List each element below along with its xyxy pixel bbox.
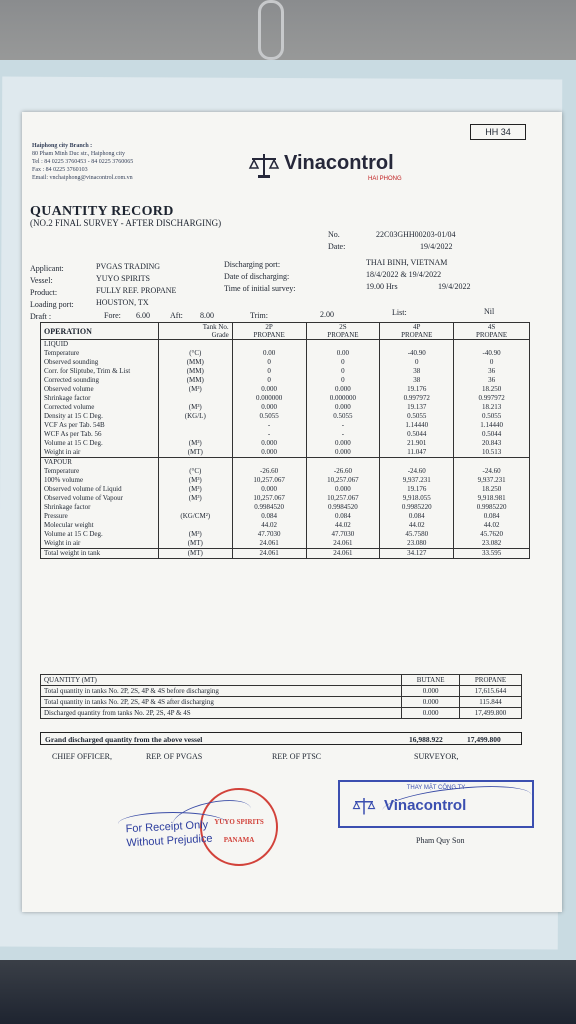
row-label: Corrected sounding — [41, 376, 159, 385]
logo-name: Vinacontrol — [284, 152, 394, 174]
tank-grade-header — [158, 323, 232, 340]
scales-icon — [248, 152, 280, 180]
row-value: 0.000 — [306, 403, 380, 412]
row-value: 0.000 — [306, 485, 380, 494]
table-row — [41, 512, 530, 521]
row-label: Pressure — [41, 512, 159, 521]
quantity-row-after — [41, 697, 522, 708]
row-value: 0.084 — [454, 512, 530, 521]
table-row — [41, 394, 530, 403]
row-value: -40.90 — [454, 349, 530, 358]
quantity-title: QUANTITY (MT) — [41, 675, 402, 686]
row-value: 0.000 — [232, 448, 306, 458]
row-value: 0.000 — [306, 439, 380, 448]
row-label: Total weight in tank — [41, 549, 159, 559]
loading-value: HOUSTON, TX — [96, 298, 149, 307]
row-value: 38 — [380, 376, 454, 385]
fore-label: Fore: — [104, 311, 121, 320]
desk-surface — [0, 960, 576, 1024]
receipt-text: For Receipt Only — [125, 818, 209, 836]
branch-name: Haiphong city Branch : — [32, 143, 93, 149]
row-value: 0.00 — [306, 349, 380, 358]
row-value: 0 — [232, 367, 306, 376]
propane-header: PROPANE — [460, 675, 522, 686]
row-value: 19.176 — [380, 385, 454, 394]
row-label: Observed volume of Vapour — [41, 494, 159, 503]
row-value: 21.901 — [380, 439, 454, 448]
quantity-label: Total quantity in tanks No. 2P, 2S, 4P & 4S before discharging — [41, 686, 402, 697]
table-row — [41, 376, 530, 385]
row-label: Temperature — [41, 349, 159, 358]
table-row — [41, 503, 530, 512]
row-unit: (M³) — [158, 485, 232, 494]
row-unit — [158, 430, 232, 439]
table-row — [41, 439, 530, 448]
row-value: 0 — [306, 376, 380, 385]
stamp-ship-name: YUYO SPIRITS — [214, 818, 264, 826]
row-value: 0.5044 — [454, 430, 530, 439]
draft-label: Draft : — [30, 312, 52, 321]
product-value: FULLY REF. PROPANE — [96, 286, 177, 295]
row-label: Corr. for Sliptube, Trim & List — [41, 367, 159, 376]
row-value: 20.843 — [454, 439, 530, 448]
table-row — [41, 412, 530, 421]
row-value: 0 — [454, 358, 530, 367]
table-row — [41, 403, 530, 412]
row-value: 0.000 — [306, 448, 380, 458]
row-value: -24.60 — [454, 467, 530, 476]
row-value: 45.7580 — [380, 530, 454, 539]
grand-total-butane: 16,988.922 — [409, 735, 443, 744]
stamp-company-title: THAY MẶT CÔNG TY — [406, 785, 466, 791]
page-subtitle: (NO.2 FINAL SURVEY - AFTER DISCHARGING) — [30, 218, 222, 228]
row-label: VCF As per Tab. 54B — [41, 421, 159, 430]
table-row — [41, 530, 530, 539]
trim-label: Trim: — [250, 311, 268, 320]
row-unit: (M³) — [158, 403, 232, 412]
row-unit: (MT) — [158, 539, 232, 549]
row-label: Observed volume — [41, 385, 159, 394]
row-unit: (KG/CM²) — [158, 512, 232, 521]
quantity-butane: 0.000 — [402, 686, 460, 697]
tank-header-2p: 2P PROPANE — [232, 323, 306, 340]
row-value: 0.000 — [232, 439, 306, 448]
row-label: Weight in air — [41, 448, 159, 458]
no-label: No. — [328, 230, 340, 239]
liquid-title-row — [41, 340, 530, 350]
table-header — [41, 323, 530, 340]
grade-label: Grade — [211, 331, 229, 339]
list-label: List: — [392, 308, 407, 317]
row-value: 9,918.981 — [454, 494, 530, 503]
row-value: 44.02 — [232, 521, 306, 530]
row-label: Shrinkage factor — [41, 394, 159, 403]
row-value: 47.7030 — [306, 530, 380, 539]
table-row — [41, 476, 530, 485]
date-value: 19/4/2022 — [420, 242, 453, 251]
trim-value: 2.00 — [320, 310, 334, 319]
row-label: Shrinkage factor — [41, 503, 159, 512]
branch-fax: Fax : 84 0225 3760103 — [32, 167, 88, 173]
table-row — [41, 349, 530, 358]
table-row — [41, 494, 530, 503]
time-survey-label: Time of initial survey: — [224, 284, 296, 293]
row-label: Observed volume of Liquid — [41, 485, 159, 494]
row-value: - — [306, 421, 380, 430]
row-value: 0.000 — [232, 403, 306, 412]
row-value: - — [306, 430, 380, 439]
row-value: 0 — [232, 376, 306, 385]
branch-tel: Tel : 84 0225 3760453 - 84 0225 3760065 — [32, 159, 134, 165]
table-row — [41, 358, 530, 367]
row-value: 19.137 — [380, 403, 454, 412]
surveyor-label: SURVEYOR, — [414, 752, 459, 761]
form-number: HH 34 — [470, 124, 526, 140]
row-value: 0.000000 — [306, 394, 380, 403]
date-label: Date: — [328, 242, 346, 251]
paper-clip — [258, 0, 284, 60]
row-value: 0 — [380, 358, 454, 367]
row-unit: (MT) — [158, 549, 232, 559]
table-row — [41, 385, 530, 394]
table-row — [41, 430, 530, 439]
liquid-title: LIQUID — [41, 340, 159, 350]
row-value: -40.90 — [380, 349, 454, 358]
receipt-note — [125, 818, 213, 850]
row-value: 10,257.067 — [232, 494, 306, 503]
row-value: 0.997972 — [380, 394, 454, 403]
row-value: 0.5055 — [306, 412, 380, 421]
row-unit: (M³) — [158, 476, 232, 485]
no-value: 22C03GHH00203-01/04 — [376, 230, 456, 239]
row-label: Molecular weight — [41, 521, 159, 530]
row-unit: (M³) — [158, 494, 232, 503]
row-value: 23.082 — [454, 539, 530, 549]
row-unit: (KG/L) — [158, 412, 232, 421]
row-value: 0.9984520 — [232, 503, 306, 512]
aft-value: 8.00 — [200, 311, 214, 320]
vessel-label: Vessel: — [30, 276, 53, 285]
row-value: 34.127 — [380, 549, 454, 559]
row-unit — [158, 421, 232, 430]
row-value: 44.02 — [306, 521, 380, 530]
operation-header: OPERATION — [41, 323, 159, 340]
product-label: Product: — [30, 288, 58, 297]
branch-email: Email: vnchaiphong@vinacontrol.com.vn — [32, 175, 133, 181]
row-label: Volume at 15 C Deg. — [41, 530, 159, 539]
row-value: 44.02 — [380, 521, 454, 530]
vapour-section — [41, 458, 530, 559]
row-value: 33.595 — [454, 549, 530, 559]
row-value: 0 — [232, 358, 306, 367]
row-value: 11.047 — [380, 448, 454, 458]
row-value: 10.513 — [454, 448, 530, 458]
grand-total-row — [40, 732, 522, 745]
discharging-port-value: THAI BINH, VIETNAM — [366, 258, 448, 267]
row-value: 0.5044 — [380, 430, 454, 439]
row-unit: (MM) — [158, 367, 232, 376]
quantity-label: Discharged quantity from tanks No. 2P, 2S, 4P & 4S — [41, 708, 402, 719]
row-value: - — [232, 430, 306, 439]
row-value: 9,937.231 — [380, 476, 454, 485]
row-unit — [158, 503, 232, 512]
butane-header: BUTANE — [402, 675, 460, 686]
vinacontrol-logo — [248, 152, 402, 185]
list-value: Nil — [484, 307, 495, 316]
tank-header-2s: 2S PROPANE — [306, 323, 380, 340]
page-title: QUANTITY RECORD — [30, 204, 174, 219]
table-row — [41, 448, 530, 458]
tank-header-4s: 4S PROPANE — [454, 323, 530, 340]
vapour-title: VAPOUR — [41, 458, 159, 468]
fore-value: 6.00 — [136, 311, 150, 320]
quantity-row-discharged — [41, 708, 522, 719]
row-value: 1.14440 — [454, 421, 530, 430]
table-row — [41, 467, 530, 476]
row-value: 0.5055 — [232, 412, 306, 421]
row-value: 24.061 — [306, 539, 380, 549]
loading-label: Loading port: — [30, 300, 74, 309]
row-value: 0.000 — [232, 385, 306, 394]
table-row — [41, 521, 530, 530]
row-value: 1.14440 — [380, 421, 454, 430]
row-value: 0.9985220 — [454, 503, 530, 512]
tank-table — [40, 322, 530, 559]
row-value: 10,257.067 — [306, 476, 380, 485]
applicant-label: Applicant: — [30, 264, 64, 273]
row-unit: (MT) — [158, 448, 232, 458]
row-value: 47.7030 — [232, 530, 306, 539]
grand-total-propane: 17,499.800 — [467, 735, 501, 744]
vapour-title-row — [41, 458, 530, 468]
row-value: - — [232, 421, 306, 430]
row-value: 24.061 — [306, 549, 380, 559]
row-unit: (M³) — [158, 385, 232, 394]
row-value: 0.000 — [232, 485, 306, 494]
chief-officer-label: CHIEF OFFICER, — [52, 752, 113, 761]
row-value: 10,257.067 — [232, 476, 306, 485]
row-label: Corrected volume — [41, 403, 159, 412]
row-value: 0 — [306, 358, 380, 367]
row-value: 19.176 — [380, 485, 454, 494]
table-row — [41, 549, 530, 559]
stamp-logo-name: Vinacontrol — [384, 797, 467, 814]
time-survey-value: 19.00 Hrs — [366, 282, 398, 291]
quantity-table — [40, 674, 522, 719]
row-unit: (°C) — [158, 467, 232, 476]
branch-address: 80 Pham Minh Duc str., Haiphong city — [32, 151, 125, 157]
row-value: 0.9985220 — [380, 503, 454, 512]
quantity-propane: 17,615.644 — [460, 686, 522, 697]
quantity-header-row — [41, 675, 522, 686]
row-value: 24.061 — [232, 549, 306, 559]
row-value: 0.084 — [306, 512, 380, 521]
table-row — [41, 485, 530, 494]
row-unit — [158, 394, 232, 403]
row-value: 0.997972 — [454, 394, 530, 403]
row-unit: (M³) — [158, 530, 232, 539]
row-value: 9,937.231 — [454, 476, 530, 485]
row-value: 9,918.055 — [380, 494, 454, 503]
row-unit: (MM) — [158, 358, 232, 367]
aft-label: Aft: — [170, 311, 183, 320]
row-value: 44.02 — [454, 521, 530, 530]
row-unit: (°C) — [158, 349, 232, 358]
row-value: 24.061 — [232, 539, 306, 549]
stamp-country: PANAMA — [223, 836, 255, 844]
surveyor-name: Pham Quy Son — [416, 836, 465, 845]
row-value: 0.084 — [232, 512, 306, 521]
row-label: 100% volume — [41, 476, 159, 485]
row-value: 36 — [454, 376, 530, 385]
row-unit — [158, 521, 232, 530]
row-value: -26.60 — [306, 467, 380, 476]
row-value: 0.00 — [232, 349, 306, 358]
rep-ptsc-label: REP. OF PTSC — [272, 752, 322, 761]
row-value: 0.9984520 — [306, 503, 380, 512]
row-value: 10,257.067 — [306, 494, 380, 503]
row-value: -24.60 — [380, 467, 454, 476]
liquid-section — [41, 340, 530, 458]
row-label: Observed sounding — [41, 358, 159, 367]
tank-no-label: Tank No. — [202, 323, 229, 331]
quantity-butane: 0.000 — [402, 697, 460, 708]
row-value: 18.250 — [454, 485, 530, 494]
row-label: Density at 15 C Deg. — [41, 412, 159, 421]
discharging-port-label: Discharging port: — [224, 260, 281, 269]
quantity-record-document — [22, 112, 562, 912]
table-row — [41, 367, 530, 376]
row-value: 0.000000 — [232, 394, 306, 403]
quantity-row-before — [41, 686, 522, 697]
date-discharging-value: 18/4/2022 & 19/4/2022 — [366, 270, 442, 279]
row-value: 36 — [454, 367, 530, 376]
row-value: 0.000 — [306, 385, 380, 394]
quantity-butane: 0.000 — [402, 708, 460, 719]
row-value: 0.084 — [380, 512, 454, 521]
row-label: Weight in air — [41, 539, 159, 549]
row-label: WCF As per Tab. 56 — [41, 430, 159, 439]
prejudice-text: Without Prejudice — [126, 832, 213, 850]
rep-pvgas-label: REP. OF PVGAS — [146, 752, 203, 761]
vessel-value: YUYO SPIRITS — [96, 274, 151, 283]
row-value: 0.5055 — [454, 412, 530, 421]
row-value: 23.080 — [380, 539, 454, 549]
quantity-label: Total quantity in tanks No. 2P, 2S, 4P & 4S after discharging — [41, 697, 402, 708]
row-value: 18.213 — [454, 403, 530, 412]
row-value: 38 — [380, 367, 454, 376]
applicant-value: PVGAS TRADING — [96, 262, 161, 271]
table-row — [41, 539, 530, 549]
grand-total-label: Grand discharged quantity from the above vessel — [45, 735, 203, 744]
row-value: 0 — [306, 367, 380, 376]
quantity-propane: 17,499.800 — [460, 708, 522, 719]
logo-sub: HAI PHONG — [368, 176, 402, 182]
row-label: Temperature — [41, 467, 159, 476]
row-unit: (MM) — [158, 376, 232, 385]
row-value: 0.5055 — [380, 412, 454, 421]
time-survey-date: 19/4/2022 — [438, 282, 471, 291]
row-unit: (M³) — [158, 439, 232, 448]
stamp-scales-icon — [352, 796, 376, 823]
branch-info — [32, 142, 133, 182]
row-value: 45.7620 — [454, 530, 530, 539]
table-row — [41, 421, 530, 430]
tank-header-4p: 4P PROPANE — [380, 323, 454, 340]
row-value: -26.60 — [232, 467, 306, 476]
row-value: 18.250 — [454, 385, 530, 394]
date-discharging-label: Date of discharging: — [224, 272, 290, 281]
quantity-propane: 115.844 — [460, 697, 522, 708]
row-label: Volume at 15 C Deg. — [41, 439, 159, 448]
